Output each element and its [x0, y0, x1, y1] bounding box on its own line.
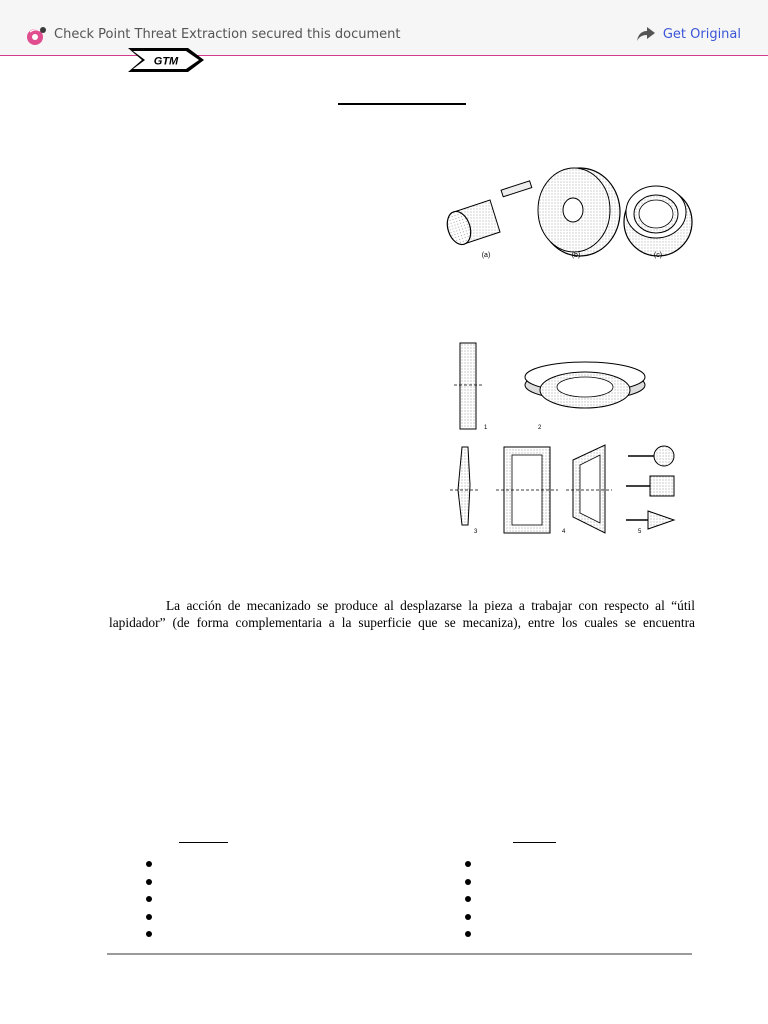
caption-c: (c) — [653, 252, 663, 259]
wheel-types-figure — [440, 335, 695, 540]
label-4: 4 — [562, 529, 566, 535]
share-arrow-icon — [636, 26, 656, 42]
left-column-heading-underline — [179, 842, 228, 843]
check-point-logo-icon — [26, 26, 48, 46]
paragraph-line-1: La acción de mecanizado se produce al desplazarse la pieza a trabajar con respecto al “útil — [166, 598, 695, 613]
get-original-label: Get Original — [662, 26, 741, 42]
banner-message: Check Point Threat Extraction secured this document — [54, 27, 401, 42]
grinding-wheels-figure — [440, 160, 695, 265]
title-underline — [338, 103, 466, 105]
right-column-heading-underline — [513, 842, 556, 843]
paragraph-line-2: lapidador” (de forma complementaria a la superficie que se mecaniza), entre los cuales se encuentra — [109, 614, 695, 630]
caption-a: (a) — [481, 252, 491, 259]
label-2: 2 — [538, 425, 542, 431]
get-original-button[interactable] — [636, 26, 741, 42]
gtm-logo-text: GTM — [153, 55, 179, 68]
gtm-logo — [126, 46, 206, 74]
label-1: 1 — [484, 425, 488, 431]
body-paragraph — [109, 598, 695, 631]
caption-b: (b) — [571, 252, 581, 259]
threat-extraction-banner — [0, 0, 768, 56]
label-3: 3 — [474, 529, 478, 535]
footer-rule — [107, 953, 692, 955]
label-5: 5 — [638, 529, 642, 535]
